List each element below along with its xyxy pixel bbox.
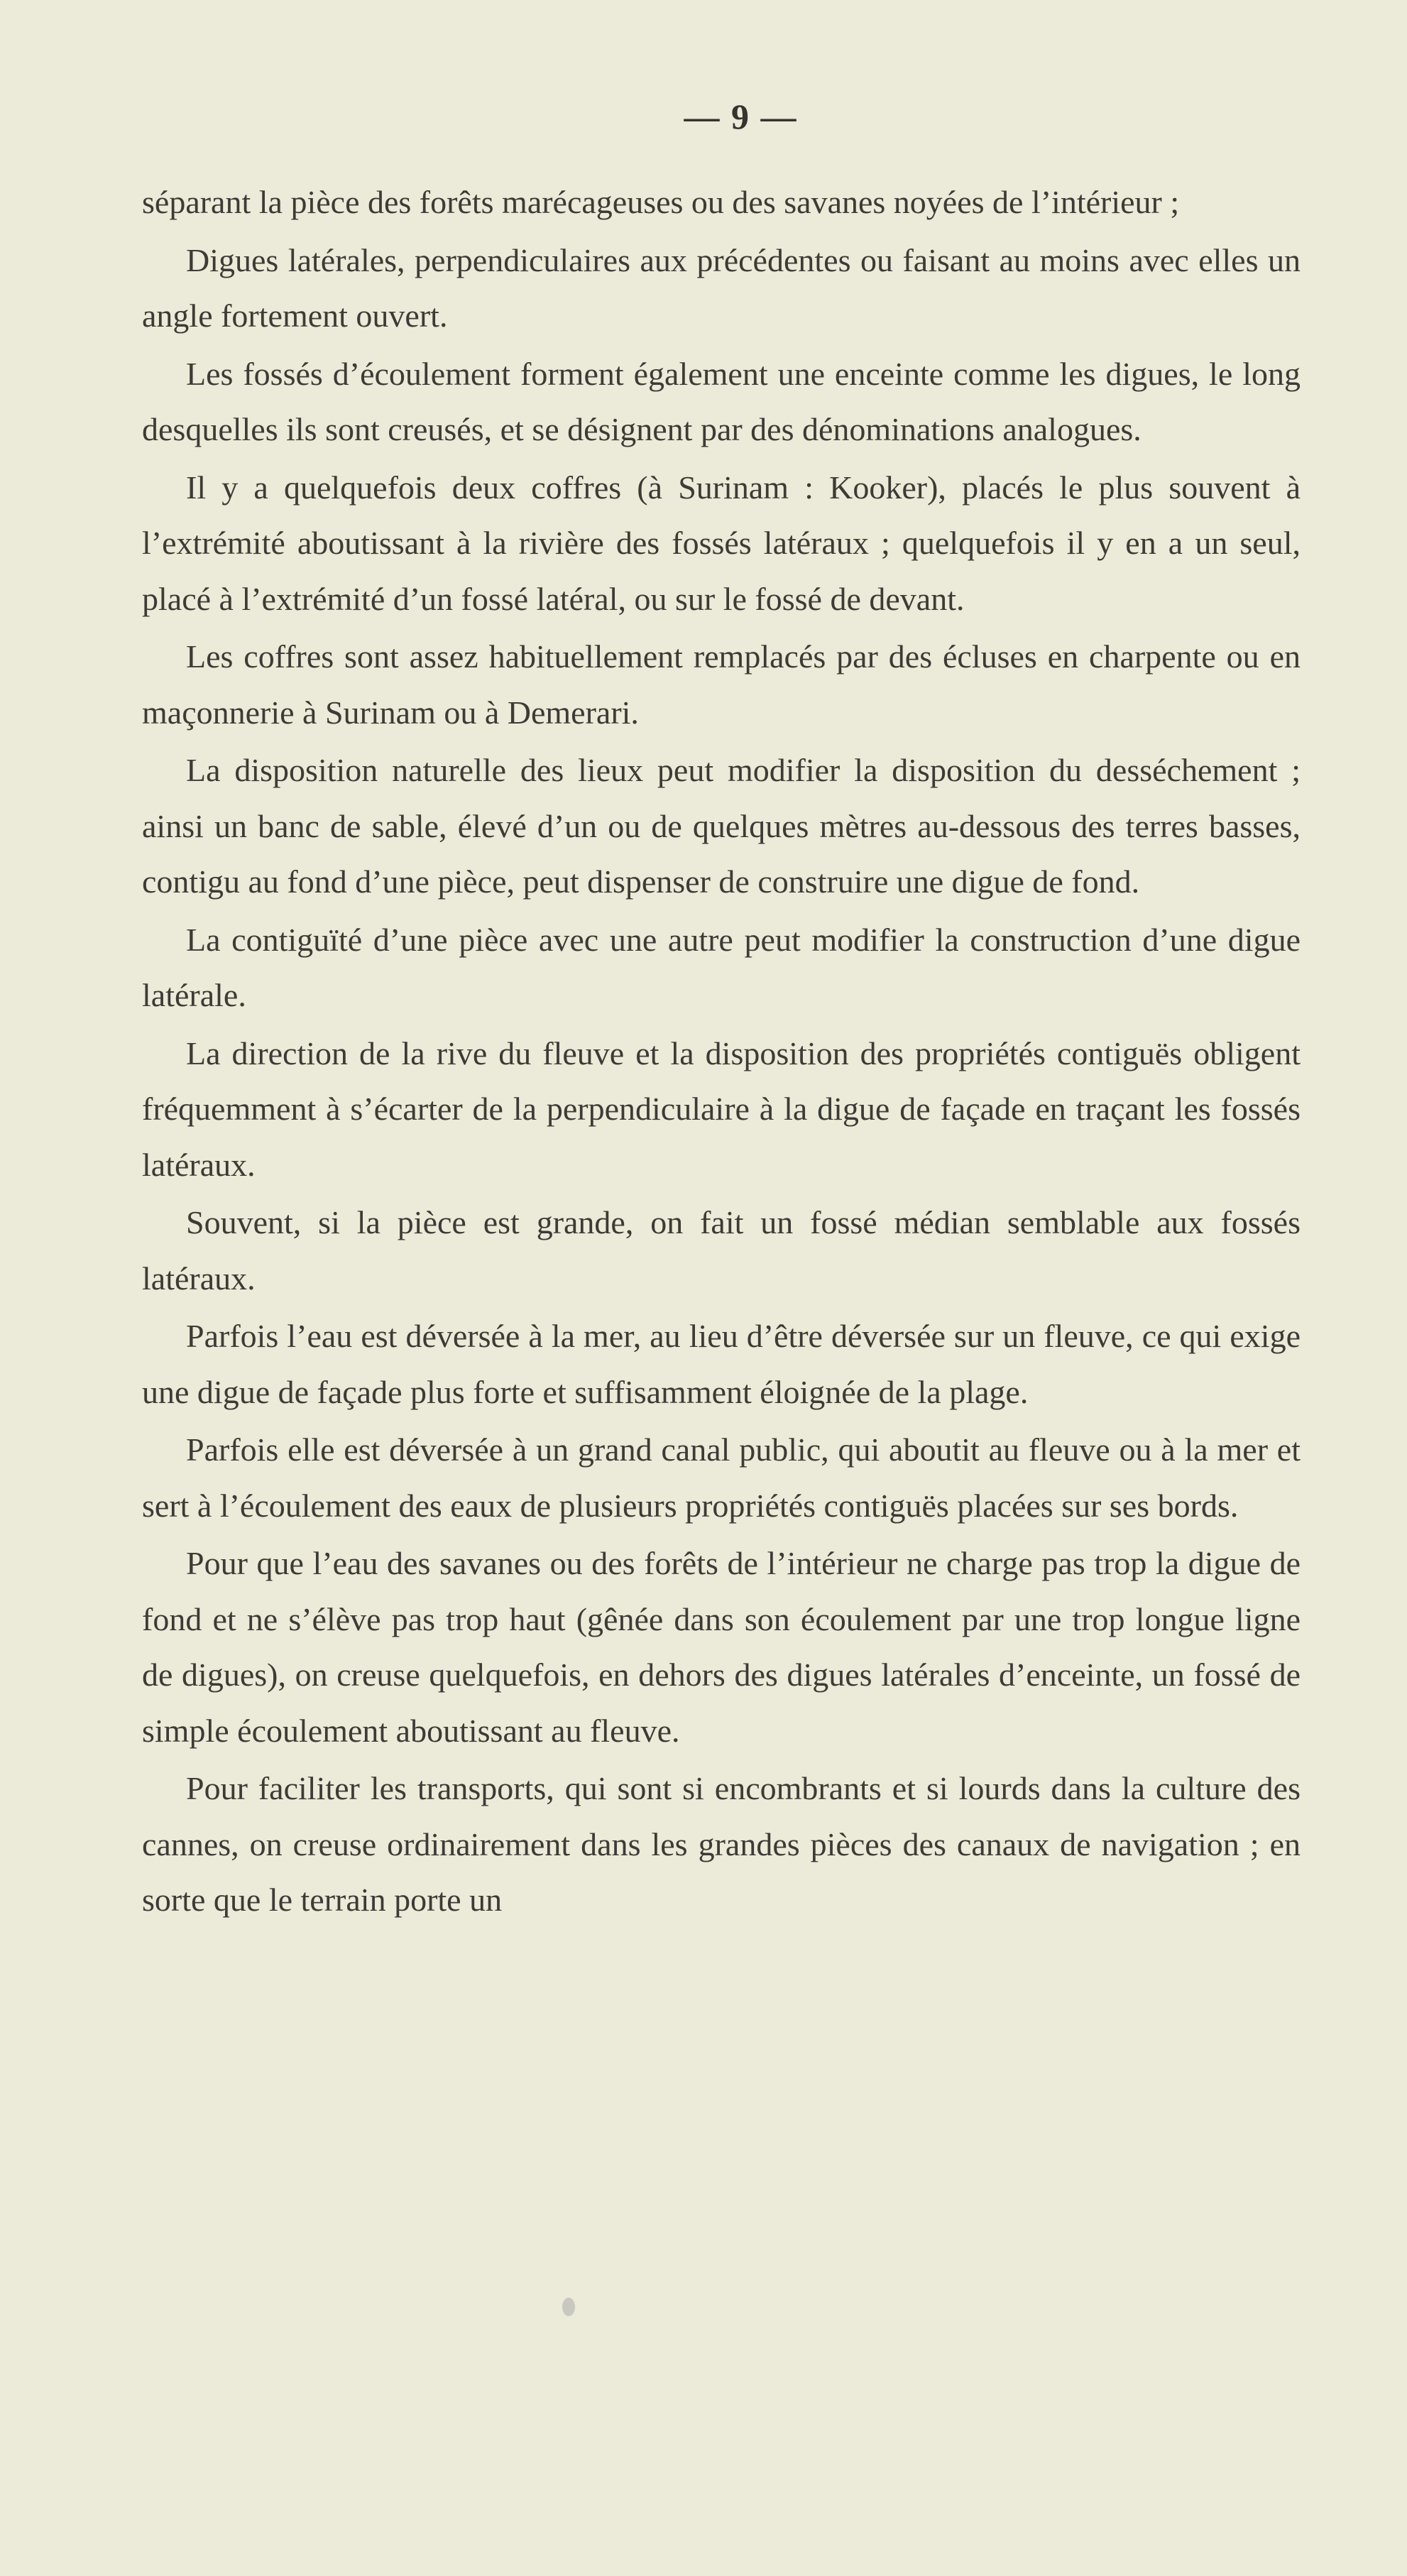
paragraph: Parfois l’eau est déversée à la mer, au lieu d’être déversée sur un fleuve, ce qui exige une digue de façade plus forte et suffisamment éloignée de la plage. <box>142 1318 1301 1410</box>
paragraph: La direction de la rive du fleuve et la disposition des propriétés contiguës obligent fréquemment à s’écarter de la perpendiculaire à la digue de façade en traçant les fossés latéraux. <box>142 1035 1301 1183</box>
paper-speck <box>562 2298 575 2316</box>
paragraph: Les fossés d’écoulement forment également une enceinte comme les digues, le long desquelles ils sont creusés, et se désignent par des dénominations analogues. <box>142 355 1301 447</box>
paragraph: Les coffres sont assez habituellement remplacés par des écluses en charpente ou en maçonnerie à Surinam ou à Demerari. <box>142 638 1301 731</box>
paragraph: La contiguïté d’une pièce avec une autre peut modifier la construction d’une digue latérale. <box>142 921 1301 1013</box>
paragraph: Pour que l’eau des savanes ou des forêts de l’intérieur ne charge pas trop la digue de fond et ne s’élève pas trop haut (gênée dans son écoulement par une trop longue ligne de digues), on creuse quelquefois, en dehors des digues latérales d’enceinte, un fossé de simple écoulement aboutissant au fleuve. <box>142 1545 1301 1749</box>
paragraph: Souvent, si la pièce est grande, on fait un fossé médian semblable aux fossés latéraux. <box>142 1204 1301 1297</box>
paragraph: séparant la pièce des forêts marécageuses ou des savanes noyées de l’intérieur ; <box>142 184 1180 220</box>
body-text <box>142 175 1301 1928</box>
paragraph: Pour faciliter les transports, qui sont si encombrants et si lourds dans la culture des cannes, on creuse ordinairement dans les grandes pièces des canaux de navigation ; en sorte que le terrain porte un <box>142 1770 1301 1918</box>
paragraph: La disposition naturelle des lieux peut modifier la disposition du desséchement ; ainsi un banc de sable, élevé d’un ou de quelques mètres au-dessous des terres basses, contigu au fond d’une pièce, peut dispenser de construire une digue de fond. <box>142 752 1301 900</box>
page-number: — 9 — <box>684 97 798 136</box>
paragraph: Digues latérales, perpendiculaires aux précédentes ou faisant au moins avec elles un angle fortement ouvert. <box>142 241 1301 334</box>
paragraph: Parfois elle est déversée à un grand canal public, qui aboutit au fleuve ou à la mer et sert à l’écoulement des eaux de plusieurs propriétés contiguës placées sur ses bords. <box>142 1431 1301 1524</box>
paragraph: Il y a quelquefois deux coffres (à Surinam : Kooker), placés le plus souvent à l’extrémité aboutissant à la rivière des fossés latéraux ; quelquefois il y en a un seul, placé à l’extrémité d’un fossé latéral, ou sur le fossé de devant. <box>142 469 1301 617</box>
